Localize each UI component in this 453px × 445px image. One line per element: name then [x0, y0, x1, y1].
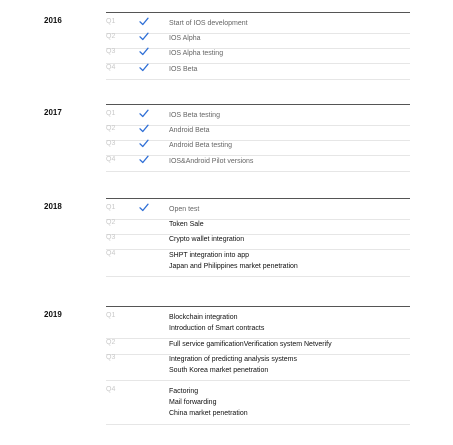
quarter-label: Q4 [106, 386, 116, 393]
row-divider [106, 125, 410, 126]
row-divider [106, 424, 410, 425]
milestone-list [169, 64, 197, 75]
milestone-list [169, 156, 253, 167]
check-icon [139, 139, 149, 148]
row-divider [106, 276, 410, 277]
quarter-label: Q1 [106, 204, 116, 211]
milestone-list [169, 250, 298, 272]
year-divider [106, 306, 410, 307]
milestone-text: Japan and Philippines market penetration [169, 263, 298, 270]
milestone-text: Open test [169, 206, 200, 213]
year-label: 2017 [44, 108, 62, 117]
quarter-label: Q1 [106, 18, 116, 25]
year-label: 2016 [44, 16, 62, 25]
quarter-label: Q2 [106, 33, 116, 40]
row-divider [106, 234, 410, 235]
quarter-label: Q4 [106, 156, 116, 163]
milestone-list [169, 140, 232, 151]
year-divider [106, 104, 410, 105]
row-divider [106, 48, 410, 49]
milestone-list [169, 18, 248, 29]
milestone-text: Token Sale [169, 221, 204, 228]
milestone-text: Blockchain integration [169, 314, 238, 321]
row-divider [106, 155, 410, 156]
year-label: 2019 [44, 310, 62, 319]
check-icon [139, 109, 149, 118]
check-icon [139, 47, 149, 56]
quarter-label: Q3 [106, 234, 116, 241]
milestone-text: IOS Beta testing [169, 112, 220, 119]
milestone-text: Factoring [169, 388, 199, 395]
milestone-text: China market penetration [169, 410, 248, 417]
quarter-label: Q1 [106, 110, 116, 117]
milestone-text: IOS&Android Pilot versions [169, 158, 254, 165]
milestone-list [169, 204, 199, 215]
milestone-list [169, 219, 204, 230]
check-icon [139, 124, 149, 133]
quarter-label: Q1 [106, 312, 116, 319]
milestone-list [169, 234, 244, 245]
row-divider [106, 171, 410, 172]
quarter-label: Q2 [106, 339, 116, 346]
milestone-list [169, 33, 201, 44]
year-divider [106, 12, 410, 13]
check-icon [139, 17, 149, 26]
milestone-text: SHPT integration into app [169, 252, 250, 259]
milestone-text: Android Beta [169, 127, 210, 134]
check-icon [139, 63, 149, 72]
milestone-list [169, 125, 209, 136]
check-icon [139, 203, 149, 212]
milestone-list [169, 354, 297, 376]
row-divider [106, 219, 410, 220]
milestone-text: Start of IOS development [169, 20, 248, 27]
quarter-label: Q2 [106, 219, 116, 226]
year-label: 2018 [44, 202, 62, 211]
milestone-text: Crypto wallet integration [169, 236, 245, 243]
milestone-list [169, 386, 248, 419]
milestone-list [169, 339, 332, 350]
milestone-text: IOS Beta [169, 66, 198, 73]
milestone-text: IOS Alpha [169, 35, 201, 42]
milestone-text: Android Beta testing [169, 142, 233, 149]
milestone-list [169, 48, 223, 59]
milestone-text: Full service gamificationVerification system Netverify [169, 341, 332, 348]
quarter-label: Q2 [106, 125, 116, 132]
milestone-list [169, 110, 220, 121]
check-icon [139, 155, 149, 164]
row-divider [106, 380, 410, 381]
row-divider [106, 140, 410, 141]
check-icon [139, 32, 149, 41]
milestone-text: IOS Alpha testing [169, 50, 224, 57]
row-divider [106, 33, 410, 34]
quarter-label: Q3 [106, 140, 116, 147]
row-divider [106, 63, 410, 64]
milestone-text: Mail forwarding [169, 399, 217, 406]
quarter-label: Q4 [106, 250, 116, 257]
milestone-text: South Korea market penetration [169, 367, 269, 374]
quarter-label: Q4 [106, 64, 116, 71]
year-divider [106, 198, 410, 199]
row-divider [106, 79, 410, 80]
milestone-text: Integration of predicting analysis systems [169, 356, 298, 363]
quarter-label: Q3 [106, 354, 116, 361]
milestone-text: Introduction of Smart contracts [169, 325, 265, 332]
quarter-label: Q3 [106, 48, 116, 55]
milestone-list [169, 312, 264, 334]
